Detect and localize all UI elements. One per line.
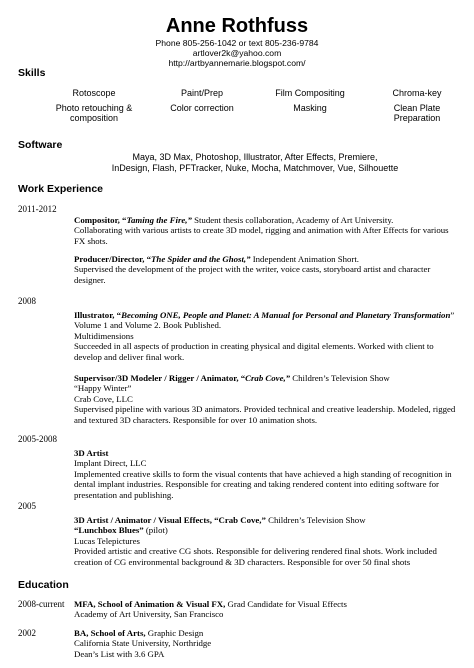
entry-context: Children’s Television Show (265, 515, 366, 525)
contact-email: artlover2k@yahoo.com (192, 48, 282, 58)
section-title-software: Software (18, 139, 63, 151)
entry-degree: MFA, School of Animation & Visual FX, (74, 599, 226, 609)
section-title-education: Education (18, 579, 69, 591)
skill-item: Paint/Prep (180, 88, 224, 98)
entry-role: 3D Artist / Animator / Visual Effects, “Crab Cove,” (74, 515, 266, 525)
contact-phone: Phone 805-256-1042 or text 805-236-9784 (155, 38, 319, 48)
entry-description: Collaborating with various artists to create 3D model, rigging and animation with After Effects for various FX shots. (74, 225, 449, 246)
skill-item: Masking (293, 102, 327, 113)
work-entry (74, 215, 460, 246)
section-title-skills: Skills (18, 67, 46, 79)
software-line: InDesign, Flash, PFTracker, Nuke, Mocha, Matchmover, Vue, Silhouette (111, 163, 399, 173)
entry-context: Independent Animation Short. (250, 254, 359, 264)
section-title-work: Work Experience (18, 183, 104, 195)
entry-description: Implemented creative skills to form the visual contents that have achieved a high standing of recognition in dental implant industries. Responsible for creating and taking rendered content into editing software for presentation and publishing. (74, 468, 452, 500)
work-date: 2008 (18, 296, 36, 306)
entry-school: California State University, Northridge (74, 638, 212, 649)
entry-role: Compositor, “ (74, 215, 127, 225)
entry-client: Implant Direct, LLC (74, 458, 147, 469)
entry-role: Illustrator, “ (74, 310, 122, 320)
work-date: 2005 (18, 501, 36, 511)
entry-context: Children’s Television Show (290, 373, 390, 383)
contact-website: http://artbyannemarie.blogspot.com/ (168, 58, 306, 68)
work-entry (74, 310, 460, 362)
skill-item: Chroma-key (392, 88, 442, 98)
entry-episode-note: (pilot) (143, 525, 168, 536)
entry-work-title: Taming the Fire,” (126, 215, 192, 225)
entry-work-title: The Spider and the Ghost,” (151, 254, 251, 264)
education-entry (74, 628, 460, 659)
resume-name: Anne Rothfuss (165, 15, 309, 37)
entry-context: Student thesis collaboration, Academy of Art University. (191, 215, 394, 225)
software-line: Maya, 3D Max, Photoshop, Illustrator, After Effects, Premiere, (132, 152, 378, 162)
software-list (40, 152, 470, 174)
education-entry (74, 599, 460, 620)
entry-degree: BA, School of Arts, (74, 628, 146, 638)
skill-item: Clean Plate Preparation (393, 102, 441, 123)
skills-grid (40, 88, 470, 124)
work-entry (74, 448, 460, 500)
work-entry (74, 373, 460, 425)
entry-role: 3D Artist (74, 448, 109, 458)
entry-program: Graphic Design (145, 628, 204, 638)
entry-description: Supervised the development of the project with the writer, voice casts, storyboard artist and character designer. (74, 264, 431, 285)
skill-item: Color correction (170, 102, 234, 113)
entry-work-title: Crab Cove,” (245, 373, 291, 383)
entry-honor: Dean’s List with 3.6 GPA (74, 648, 165, 659)
work-entry (74, 515, 460, 567)
work-date: 2005-2008 (18, 434, 57, 444)
entry-client: Multidimensions (74, 330, 134, 341)
work-entry (74, 254, 460, 285)
entry-school: Academy of Art University, San Francisco (74, 609, 224, 620)
entry-client: Crab Cove, LLC (74, 393, 133, 404)
skill-item: Film Compositing (275, 88, 345, 98)
entry-client: Lucas Telepictures (74, 535, 140, 546)
entry-description: Supervised pipeline with various 3D animators. Provided technical and creative leadership. Modeled, rigged and textured 3D characters. Responsible for over 10 animation shots. (74, 404, 456, 425)
entry-context: ” Volume 1 and Volume 2. Book Published. (74, 310, 455, 331)
entry-work-title: Becoming ONE, People and Planet: A Manual for Personal and Planetary Transformation (121, 310, 451, 320)
skill-item: Photo retouching & composition (55, 102, 133, 123)
education-date: 2008-current (18, 599, 65, 609)
entry-program: Grad Candidate for Visual Effects (225, 599, 347, 609)
entry-episode: “Happy Winter” (74, 383, 132, 394)
entry-episode: “Lunchbox Blues” (74, 525, 144, 536)
work-date: 2011-2012 (18, 204, 57, 214)
entry-description: Succeeded in all aspects of production in creating physical and digital elements. Worked with client to develop and deliver final work. (74, 341, 434, 362)
entry-description: Provided artistic and creative CG shots. Responsible for delivering rendered final shots. Work included creation of CG environmental background & 3D characters. Responsible for over 50 final shots (74, 546, 437, 567)
skill-item: Rotoscope (72, 88, 116, 98)
entry-role: Producer/Director, “ (74, 254, 152, 264)
entry-role: Supervisor/3D Modeler / Rigger / Animator, “ (74, 373, 246, 383)
education-date: 2002 (18, 628, 36, 638)
